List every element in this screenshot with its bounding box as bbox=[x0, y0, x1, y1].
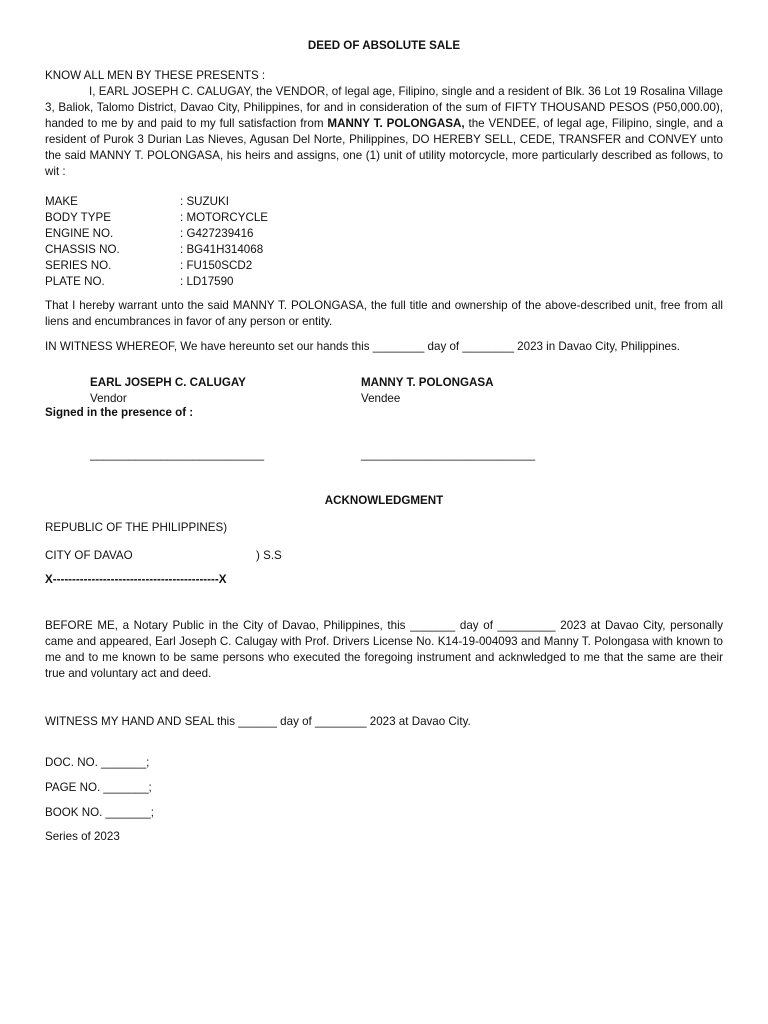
witness-line: ___________________________ bbox=[361, 448, 536, 461]
signature-block bbox=[45, 375, 723, 409]
witness-signature-lines bbox=[45, 447, 723, 467]
spec-value: : SUZUKI bbox=[180, 195, 229, 208]
spec-row bbox=[45, 210, 268, 226]
signed-in-presence-label: Signed in the presence of : bbox=[45, 406, 194, 419]
series-line: Series of 2023 bbox=[45, 830, 120, 843]
spec-row bbox=[45, 258, 268, 274]
x-divider: X-------------------------------------------X bbox=[45, 573, 227, 586]
document-page bbox=[45, 38, 723, 845]
spec-label: ENGINE NO. bbox=[45, 227, 114, 240]
intro-text: KNOW ALL MEN BY THESE PRESENTS : bbox=[45, 69, 266, 82]
republic-line: REPUBLIC OF THE PHILIPPINES) bbox=[45, 521, 228, 534]
spec-row bbox=[45, 226, 268, 242]
body-paragraph bbox=[45, 84, 723, 180]
spec-row bbox=[45, 242, 268, 258]
body-text-c: the VENDEE, of legal age, Filipino, single, and a resident of Purok 3 Durian Las Nieves, Agusan Del Norte, Philippines, DO HEREBY SELL, CEDE, TRANSFER and CONVEY unto the said MANNY T. POLONGASA, his heirs and assigns, one (1) unit of utility motorcycle, more particularly described as follows, to wit : bbox=[45, 117, 724, 178]
spec-label: MAKE bbox=[45, 195, 78, 208]
doc-number: DOC. NO. _______; bbox=[45, 756, 150, 769]
document-title: DEED OF ABSOLUTE SALE bbox=[307, 39, 461, 52]
warranty-paragraph: That I hereby warrant unto the said MANNY T. POLONGASA, the full title and ownership of the above-described unit, free from all liens and encumbrances in favor of any person or entity. bbox=[45, 299, 723, 328]
spec-value: : FU150SCD2 bbox=[180, 259, 253, 272]
spec-value: : BG41H314068 bbox=[180, 243, 264, 256]
witness-hand-seal: WITNESS MY HAND AND SEAL this ______ day of ________ 2023 at Davao City. bbox=[45, 715, 471, 728]
spec-row bbox=[45, 194, 268, 210]
city-line bbox=[45, 548, 723, 564]
acknowledgment-title: ACKNOWLEDGMENT bbox=[324, 494, 444, 507]
before-me-paragraph: BEFORE ME, a Notary Public in the City of Davao, Philippines, this _______ day of _________ 2023 at Davao City, personally came and appeared, Earl Joseph C. Calugay with Prof. Drivers License No. K14-19-004093 and Manny T. Polongasa with known to me and to me known to be same persons who executed the foregoing instrument and acknwledged to me that the same are their true and voluntary act and deed. bbox=[45, 619, 723, 680]
witness-paragraph: IN WITNESS WHEREOF, We have hereunto set our hands this ________ day of ________ 2023 in Davao City, Philippines. bbox=[45, 340, 680, 353]
spec-row bbox=[45, 274, 268, 290]
spec-label: CHASSIS NO. bbox=[45, 243, 120, 256]
city-name: CITY OF DAVAO bbox=[45, 549, 133, 562]
vendor-role: Vendor bbox=[90, 392, 127, 405]
vendor-name: EARL JOSEPH C. CALUGAY bbox=[90, 376, 246, 389]
spec-label: SERIES NO. bbox=[45, 259, 112, 272]
vendee-name: MANNY T. POLONGASA bbox=[361, 376, 494, 389]
vendee-role: Vendee bbox=[361, 392, 401, 405]
page-number: PAGE NO. _______; bbox=[45, 781, 152, 794]
spec-label: PLATE NO. bbox=[45, 275, 105, 288]
vehicle-specs-table bbox=[45, 194, 268, 290]
book-number: BOOK NO. _______; bbox=[45, 806, 154, 819]
vendor-signature bbox=[90, 375, 246, 407]
witness-line: ___________________________ bbox=[90, 448, 265, 461]
spec-label: BODY TYPE bbox=[45, 211, 111, 224]
body-text-a: I, EARL JOSEPH C. CALUGAY, the VENDOR, of legal age, Filipino, single and a resident of Blk. 36 Lot 19 Rosalina Village 3, Baliok, Talomo District, Davao City, Philippines, for and in consideration of the sum of FIFTY THOUSAND PESOS (P50,000.00), handed to me by and paid to my full satisfaction from bbox=[45, 85, 723, 130]
spec-value: : MOTORCYCLE bbox=[180, 211, 269, 224]
ss-marker: ) S.S bbox=[256, 549, 282, 562]
spec-value: : LD17590 bbox=[180, 275, 234, 288]
spec-value: : G427239416 bbox=[180, 227, 254, 240]
vendee-signature bbox=[361, 375, 493, 407]
vendee-name-bold: MANNY T. POLONGASA, bbox=[327, 117, 465, 130]
